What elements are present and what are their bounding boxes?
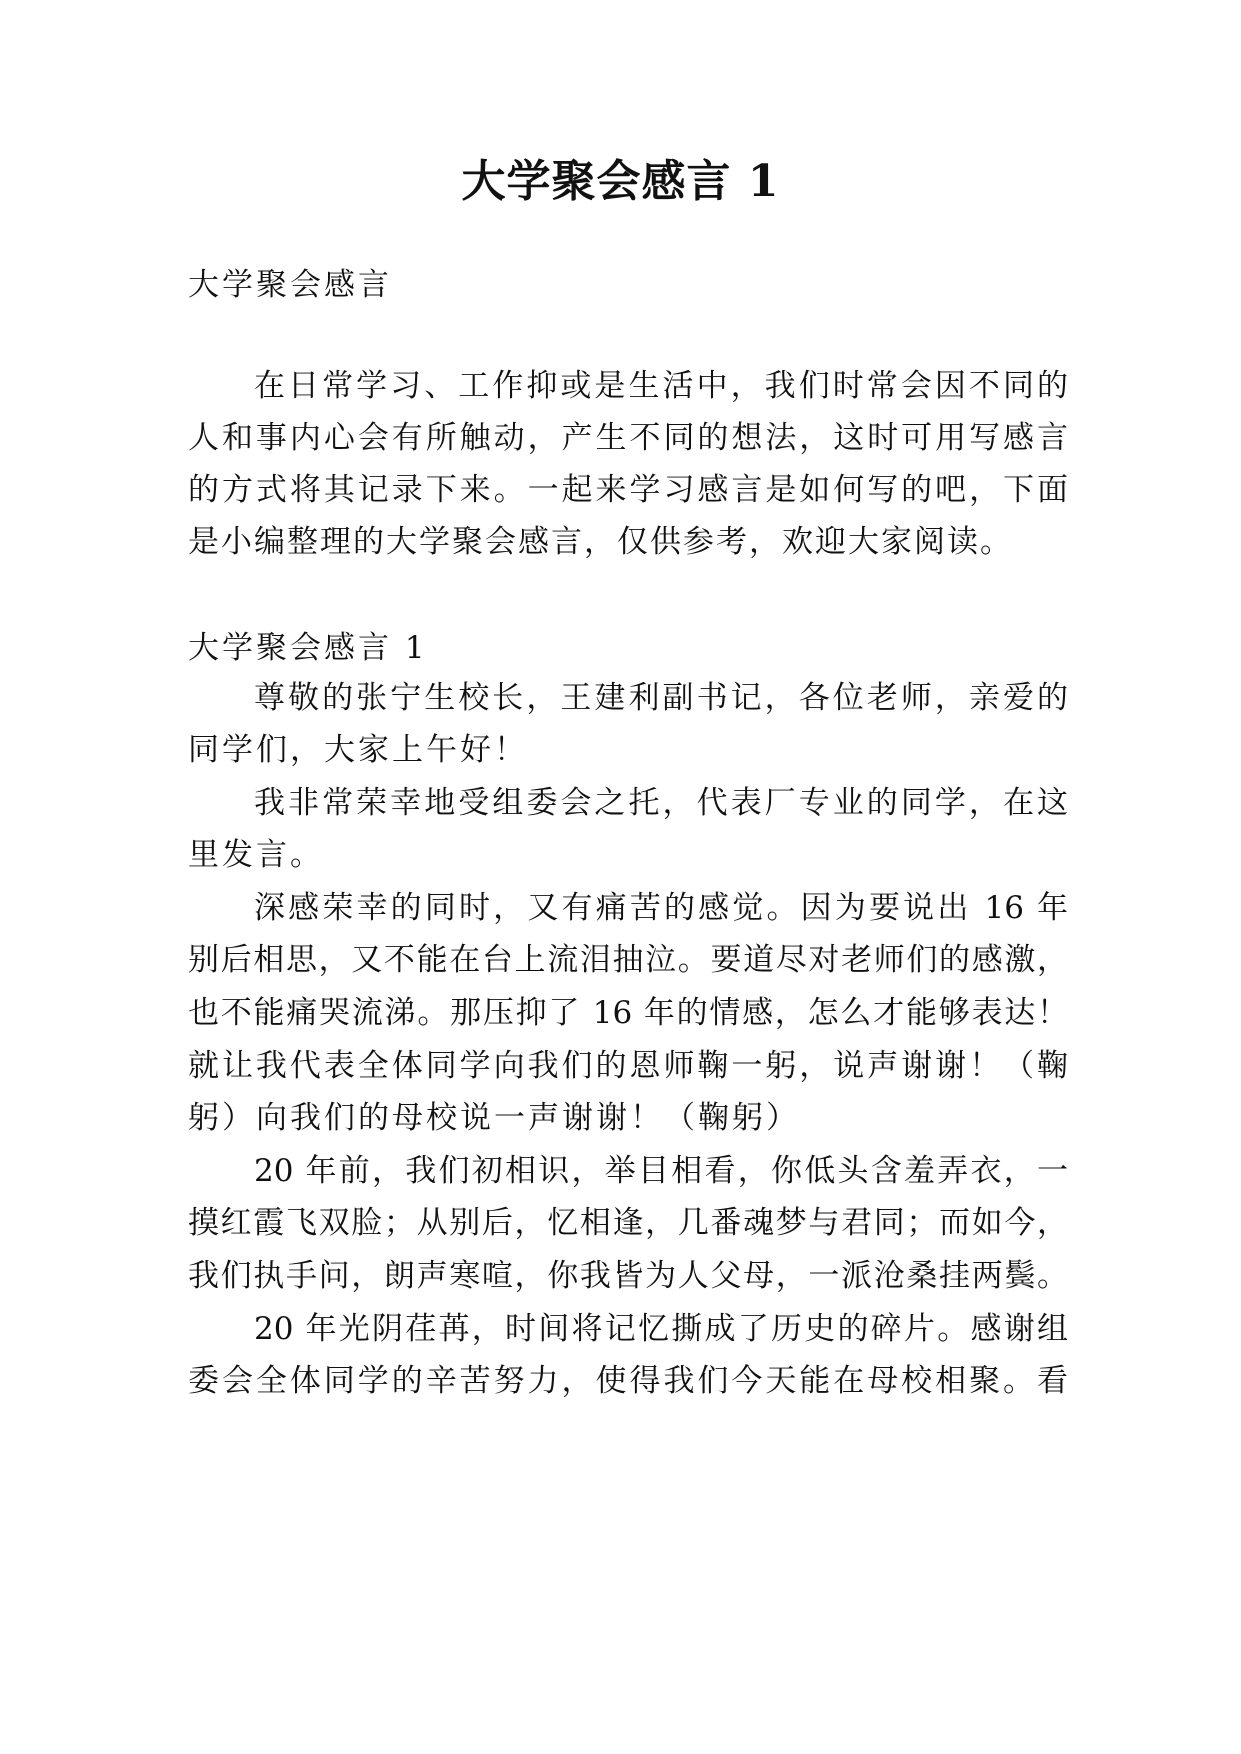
body-line: 深感荣幸的同时，又有痛苦的感觉。因为要说出 16 年: [254, 890, 1068, 926]
intro-line: 的方式将其记录下来。一起来学习感言是如何写的吧，下面: [188, 472, 1068, 508]
body-line: 我非常荣幸地受组委会之托，代表厂专业的同学，在这: [254, 785, 1068, 821]
body-line: 20 年前，我们初相识，举目相看，你低头含羞弄衣，一: [254, 1153, 1068, 1189]
body-line: 摸红霞飞双脸；从别后，忆相逢，几番魂梦与君同；而如今，: [188, 1205, 1068, 1241]
intro-line: 人和事内心会有所触动，产生不同的想法，这时可用写感言: [188, 420, 1068, 456]
body-line: 别后相思，又不能在台上流泪抽泣。要道尽对老师们的感激，: [188, 942, 1068, 978]
section-heading: 大学聚会感言 1: [188, 630, 428, 666]
intro-line: 是小编整理的大学聚会感言，仅供参考，欢迎大家阅读。: [188, 524, 1013, 560]
body-line: 委会全体同学的辛苦努力，使得我们今天能在母校相聚。看: [188, 1363, 1068, 1399]
body-line: 也不能痛哭流涕。那压抑了 16 年的情感，怎么才能够表达！: [188, 995, 1068, 1031]
body-line: 尊敬的张宁生校长，王建利副书记，各位老师，亲爱的: [254, 680, 1068, 716]
subtitle: 大学聚会感言: [188, 267, 392, 303]
body-line: 我们执手问，朗声寒喧，你我皆为人父母，一派沧桑挂两鬓。: [188, 1258, 1068, 1294]
body-line: 躬）向我们的母校说一声谢谢！（鞠躬）: [188, 1100, 800, 1136]
body-line: 就让我代表全体同学向我们的恩师鞠一躬，说声谢谢！（鞠: [188, 1048, 1068, 1084]
intro-line: 在日常学习、工作抑或是生活中，我们时常会因不同的: [254, 368, 1068, 404]
body-line: 20 年光阴荏苒，时间将记忆撕成了历史的碎片。感谢组: [254, 1311, 1068, 1347]
page-title: 大学聚会感言 1: [461, 156, 780, 207]
body-line: 同学们，大家上午好！: [188, 732, 528, 768]
body-line: 里发言。: [188, 837, 324, 873]
